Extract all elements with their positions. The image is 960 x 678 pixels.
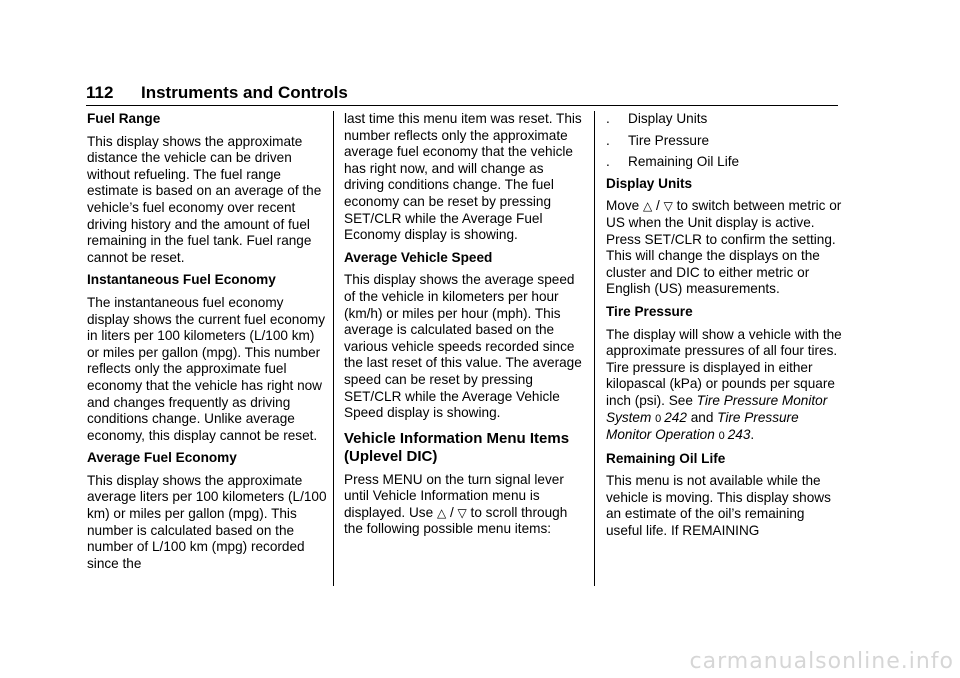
link-tire-pressure-monitor-system[interactable]: Tire Pressure Monitor System xyxy=(606,392,828,425)
heading-tire-pressure: Tire Pressure xyxy=(606,303,693,319)
slash: / xyxy=(449,504,454,520)
list-item: . Remaining Oil Life xyxy=(606,154,740,170)
column-1 xyxy=(87,111,328,578)
link-tire-pressure-monitor-operation[interactable]: Tire Pressure Monitor Operation xyxy=(606,409,799,443)
down-arrow-icon: ▽ xyxy=(663,199,673,214)
page-ref-icon: 0 xyxy=(655,412,662,425)
slash: / xyxy=(656,198,660,214)
paragraph-instantaneous-fuel-economy: The instantaneous fuel economy display shows the current fuel economy in liters per 100 kilometers (L/100 km) or miles per gallon (mpg). This number reflects only the approximate fuel economy that the vehicle has right now and changes frequently as driving conditions change. Unlike average economy, this display cannot be reset. xyxy=(87,294,326,443)
column-divider xyxy=(594,111,595,586)
heading-instantaneous-fuel-economy: Instantaneous Fuel Economy xyxy=(87,272,276,288)
page-header xyxy=(86,84,838,106)
heading-display-units: Display Units xyxy=(606,175,693,191)
list-item: . Display Units xyxy=(606,111,708,126)
paragraph-fuel-range: This display shows the approximate distance the vehicle can be driven without refueling. The fuel range estimate is based on an average of the vehicle’s fuel economy over recent driving history and the amount of fuel remaining in the fuel tank. Fuel range cannot be reset. xyxy=(87,133,322,265)
column-3 xyxy=(606,111,842,546)
paragraph-average-fuel-economy: This display shows the approximate average liters per 100 kilometers (L/100 km) or miles per gallon (mpg). This number is calculated based on the number of L/100 km (mpg) recorded since the xyxy=(87,472,327,571)
paragraph-average-fuel-economy-cont: last time this menu item was reset. This number reflects only the approximate average fuel economy that the vehicle has right now, and will change as driving conditions change. The fuel economy can be reset by pressing SET/CLR while the Average Fuel Economy display is showing. xyxy=(344,111,582,243)
up-arrow-icon: △ xyxy=(643,199,653,214)
list-item: . Tire Pressure xyxy=(606,132,710,148)
heading-average-vehicle-speed: Average Vehicle Speed xyxy=(344,249,493,265)
paragraph-tire-pressure: The display will show a vehicle with the approximate pressures of all four tires. Tire pressure is displayed in either kilopascal (kPa) or pounds per square inch (psi). See Tire Pressure Monitor System 0 242 and Tire Pressure Monitor Operation 0 243. xyxy=(606,326,842,443)
page-ref-icon: 0 xyxy=(718,430,725,443)
paragraph-remaining-oil-life: This menu is not available while the vehicle is moving. This display shows an estimate of the oil’s remaining useful life. If REMAINING xyxy=(606,473,831,539)
heading-average-fuel-economy: Average Fuel Economy xyxy=(87,450,237,466)
heading-remaining-oil-life: Remaining Oil Life xyxy=(606,450,726,466)
down-arrow-icon: ▽ xyxy=(457,505,467,520)
paragraph-display-units: Move △ / ▽ to switch between metric or US when the Unit display is active. Press SET/CLR to confirm the setting. This will change the displays on the cluster and DIC to either metric or English (US) measurements. xyxy=(606,198,842,297)
column-2 xyxy=(344,111,582,544)
page-number: 112 xyxy=(86,83,114,102)
page-ref-number[interactable]: 243 xyxy=(727,427,751,443)
paragraph-average-vehicle-speed: This display shows the average speed of the vehicle in kilometers per hour (km/h) or miles per hour (mph). This average is calculated based on the various vehicle speeds recorded since the last reset of this value. The average speed can be reset by pressing SET/CLR while the Average Vehicle Speed display is showing. xyxy=(344,272,582,421)
heading-fuel-range: Fuel Range xyxy=(87,111,161,126)
watermark: carmanualsonline.info xyxy=(689,649,954,674)
heading-vehicle-information-menu: Vehicle Information Menu Items (Uplevel DIC) xyxy=(344,429,570,465)
paragraph-vehicle-information-menu: Press MENU on the turn signal lever until Vehicle Information menu is displayed. Use △ / ▽ to scroll through the following possible menu items: xyxy=(344,471,568,537)
column-divider xyxy=(333,111,334,586)
section-title: Instruments and Controls xyxy=(141,83,348,102)
page-ref-number[interactable]: 242 xyxy=(664,409,687,425)
up-arrow-icon: △ xyxy=(436,505,447,520)
